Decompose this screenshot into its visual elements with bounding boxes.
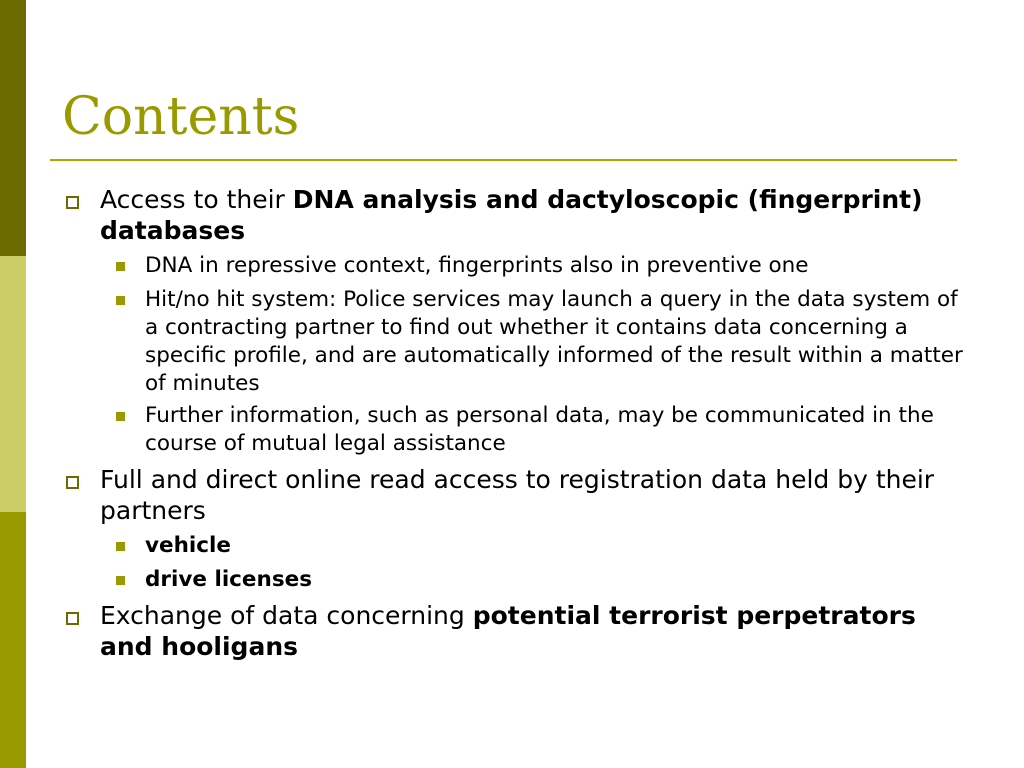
title-divider xyxy=(50,159,957,161)
bullet-registration-data: Full and direct online read access to registration data held by their partners xyxy=(100,465,935,525)
sub-bullet-dna-context: DNA in repressive context, fingerprints also in preventive one xyxy=(145,253,809,278)
bullet-text-bold: DNA analysis and dactyloscopic (fingerprint) databases xyxy=(100,185,923,245)
sub-bullet-vehicle: vehicle xyxy=(145,533,231,558)
side-bar-top xyxy=(0,0,26,256)
square-bullet-icon xyxy=(116,412,125,421)
bullet-exchange-data xyxy=(100,600,960,662)
sub-bullet-further-info: Further information, such as personal data, may be communicated in the course of mutual legal assistance xyxy=(145,403,934,456)
side-bar-bottom xyxy=(0,512,26,768)
hollow-square-bullet-icon xyxy=(66,476,79,489)
bullet-text: Access to their xyxy=(100,185,293,214)
side-bar-middle xyxy=(0,256,26,512)
sub-bullet-drive-licenses: drive licenses xyxy=(145,567,312,592)
square-bullet-icon xyxy=(116,576,125,585)
bullet-text-bold: potential terrorist perpetrators and hooligans xyxy=(100,601,916,661)
bullet-text: Exchange of data concerning xyxy=(100,601,473,630)
square-bullet-icon xyxy=(116,542,125,551)
sub-bullet-hit-no-hit: Hit/no hit system: Police services may launch a query in the data system of a contracting partner to find out whether it contains data concerning a specific profile, and are automatically informed of the result within a matter of minutes xyxy=(145,287,963,396)
slide-title: Contents xyxy=(62,87,300,147)
square-bullet-icon xyxy=(116,262,125,271)
square-bullet-icon xyxy=(116,296,125,305)
bullet-access-databases xyxy=(100,184,960,246)
hollow-square-bullet-icon xyxy=(66,612,79,625)
hollow-square-bullet-icon xyxy=(66,196,79,209)
